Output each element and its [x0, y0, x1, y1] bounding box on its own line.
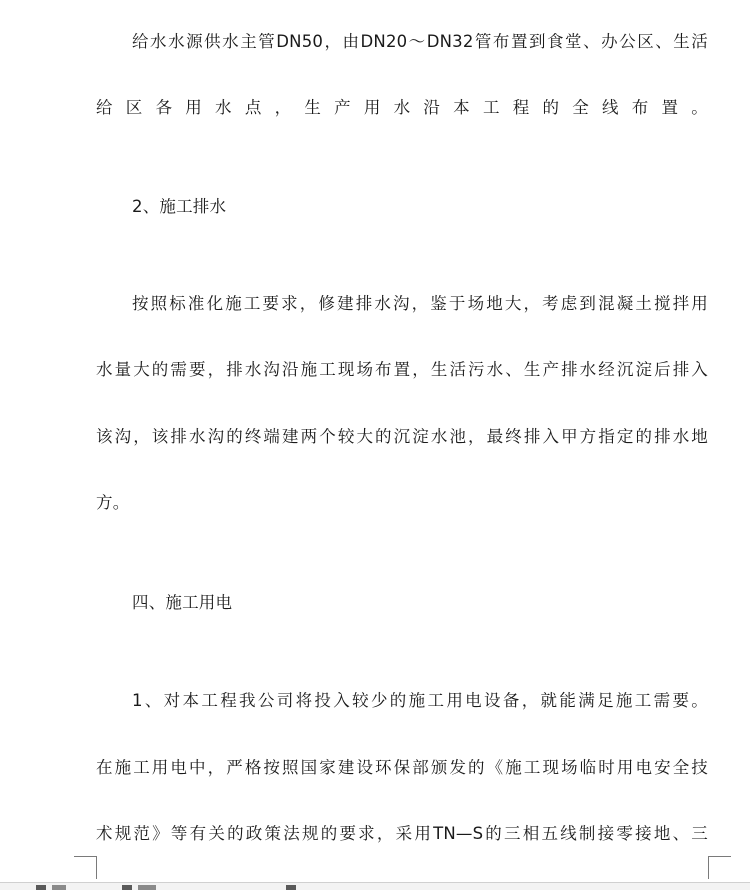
paragraph-line: 1、对本工程我公司将投入较少的施工用电设备，就能满足施工需要。 [132, 691, 708, 710]
paragraph-line: 给区各用水点，生产用水沿本工程的全线布置。 [96, 98, 708, 117]
paragraph-line: 水量大的需要，排水沟沿施工现场布置，生活污水、生产排水经沉淀后排入 [96, 360, 708, 379]
zoom-icon[interactable] [286, 885, 296, 890]
status-text [52, 885, 66, 890]
status-text [138, 885, 156, 890]
page-view-icon[interactable] [36, 885, 46, 890]
page-corner-mark-left [74, 856, 97, 879]
paragraph-line: 在施工用电中，严格按照国家建设环保部颁发的《施工现场临时用电安全技 [96, 758, 708, 777]
section-heading: 四、施工用电 [132, 593, 233, 612]
paragraph-line: 方。 [96, 493, 130, 512]
layout-icon[interactable] [122, 885, 132, 890]
page-corner-mark-right [708, 856, 731, 879]
paragraph-line: 给水水源供水主管DN50，由DN20～DN32管布置到食堂、办公区、生活 [132, 32, 708, 51]
paragraph-line: 按照标准化施工要求，修建排水沟，鉴于场地大，考虑到混凝土搅拌用 [132, 294, 708, 313]
paragraph-line: 术规范》等有关的政策法规的要求，采用TN—S的三相五线制接零接地、三 [96, 824, 708, 843]
paragraph-line: 该沟，该排水沟的终端建两个较大的沉淀水池，最终排入甲方指定的排水地 [96, 427, 708, 446]
section-heading: 2、施工排水 [132, 197, 227, 216]
